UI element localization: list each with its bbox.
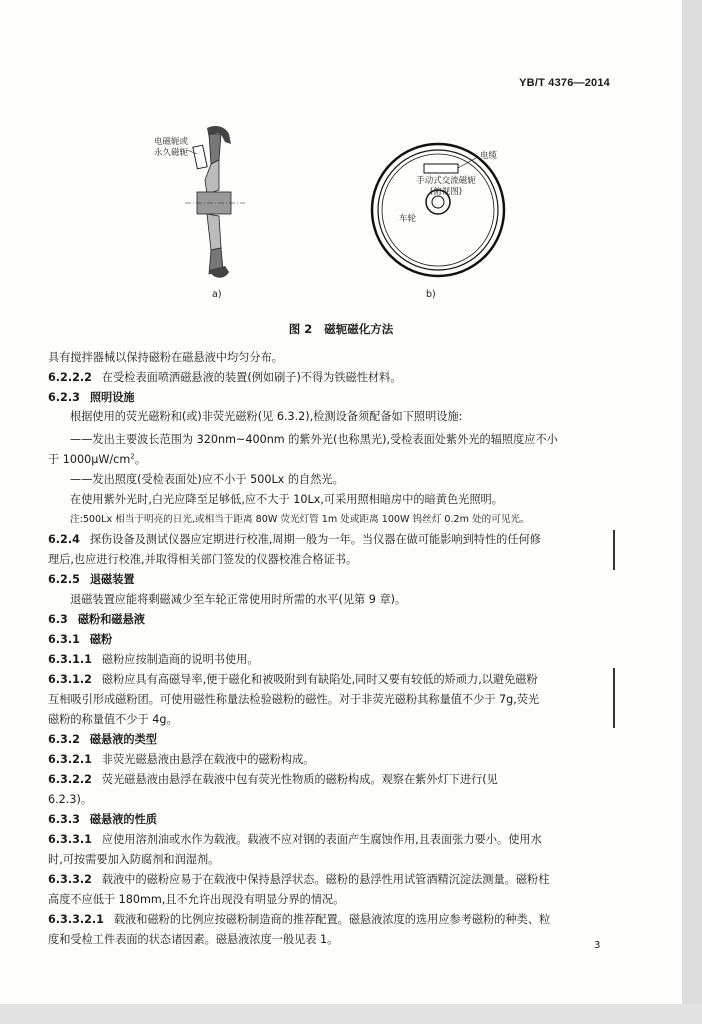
body-line: 度和受检工件表面的状态诸因素。磁悬液浓度一般见表 1。 (48, 933, 339, 946)
body-line: 具有搅拌器械以保持磁粉在磁悬液中均匀分布。 (48, 351, 283, 364)
body-line: 在使用紫外光时,白光应降至足够低,应不大于 10Lx,可采用照相暗房中的暗黄色光照明。 (70, 493, 503, 506)
body-line: 根据使用的荧光磁粉和(或)非荧光磁粉(见 6.3.2),检测设备须配备如下照明设施: (70, 410, 463, 423)
clause-6-2-3-heading: 6.2.3 照明设施 (48, 391, 135, 404)
clause-6-3-3-heading: 6.3.3 磁悬液的性质 (48, 813, 157, 826)
clause-6-2-4: 6.2.4 探伤设备及测试仪器应定期进行校准,周期一般为一年。当仪器在做可能影响到特性的任何修 (48, 533, 541, 546)
standard-number: YB/T 4376—2014 (519, 77, 610, 89)
figure-number: 图 2 (288, 322, 313, 336)
clause-6-3-2-2: 6.3.2.2 荧光磁悬液由悬浮在载液中包有荧光性物质的磁粉构成。观察在紫外灯下进行(见 (48, 773, 498, 786)
figure-a-sublabel: a) (212, 289, 222, 300)
clause-6-3-2-1: 6.3.2.1 非荧光磁悬液由悬浮在载液中的磁粉构成。 (48, 753, 315, 766)
body-line: 互相吸引形成磁粉团。可使用磁性称量法检验磁粉的磁性。对于非荧光磁粉其称量值不少于 7g,荧光 (48, 693, 540, 706)
figure-a-wheel-section (185, 120, 245, 285)
clause-6-3-3-1: 6.3.3.1 应使用溶剂油或水作为载液。载液不应对钢的表面产生腐蚀作用,且表面张力要小。使用水 (48, 833, 542, 846)
body-line: 磁粉的称量值不少于 4g。 (48, 713, 178, 726)
figure-b-cable-label: 电缆 (480, 151, 498, 161)
clause-6-2-2-2: 6.2.2.2 在受检表面喷洒磁悬液的装置(例如刷子)不得为铁磁性材料。 (48, 371, 402, 384)
body-line: 6.2.3)。 (48, 793, 93, 806)
body-line: 退磁装置应能将剩磁减少至车轮正常使用时所需的水平(见第 9 章)。 (70, 593, 407, 606)
revision-bar (613, 530, 615, 570)
clause-6-3-2-heading: 6.3.2 磁悬液的类型 (48, 733, 157, 746)
figure-title: 磁轭磁化方法 (324, 322, 394, 336)
figure-b-yoke-label: 手动式交流磁轭 (俯视图) (416, 176, 476, 197)
scan-margin-bottom (0, 1004, 702, 1024)
body-line: 时,可按需要加入防腐剂和润湿剂。 (48, 853, 220, 866)
body-line: 高度不应低于 180mm,且不允许出现没有明显分界的情况。 (48, 893, 345, 906)
clause-6-3-1-2: 6.3.1.2 磁粉应具有高磁导率,便于磁化和被吸附到有缺陷处,同时又要有较低的矫顽力,以避免磁粉 (48, 673, 538, 686)
clause-6-3-heading: 6.3 磁粉和磁悬液 (48, 613, 145, 626)
figure-b-sublabel: b) (426, 289, 436, 300)
revision-bar (613, 668, 615, 728)
body-line: 理后,也应进行校准,并取得相关部门签发的仪器校准合格证书。 (48, 553, 358, 566)
figure-b-wheel-label: 车轮 (399, 214, 417, 224)
body-line: ——发出照度(受检表面处)应不小于 500Lx 的自然光。 (70, 473, 344, 486)
scan-margin-right (682, 0, 702, 1024)
page-number: 3 (594, 940, 601, 951)
clause-6-3-1-1: 6.3.1.1 磁粉应按制造商的说明书使用。 (48, 653, 259, 666)
figure-a-yoke-label: 电磁轭或 永久磁轭 (153, 137, 188, 158)
note-line: 注:500Lx 相当于明亮的日光,或相当于距离 80W 荧光灯管 1m 处或距离 100W 钨丝灯 0.2m 处的可见光。 (70, 514, 530, 525)
clause-6-3-1-heading: 6.3.1 磁粉 (48, 633, 113, 646)
figure-caption (0, 321, 682, 337)
clause-6-2-5-heading: 6.2.5 退磁装置 (48, 573, 135, 586)
clause-6-3-3-2-1: 6.3.3.2.1 载液和磁粉的比例应按磁粉制造商的推荐配置。磁悬液浓度的选用应参考磁粉的种类、粒 (48, 913, 551, 926)
clause-6-3-3-2: 6.3.3.2 载液中的磁粉应易于在载液中保持悬浮状态。磁粉的悬浮性用试管酒精沉淀法测量。磁粉柱 (48, 873, 550, 886)
body-line: ——发出主要波长范围为 320nm~400nm 的紫外光(也称黑光),受检表面处紫外光的辐照度应不小 (70, 433, 558, 446)
body-line: 于 $1000\mu W/cm^2$。 (48, 452, 146, 466)
